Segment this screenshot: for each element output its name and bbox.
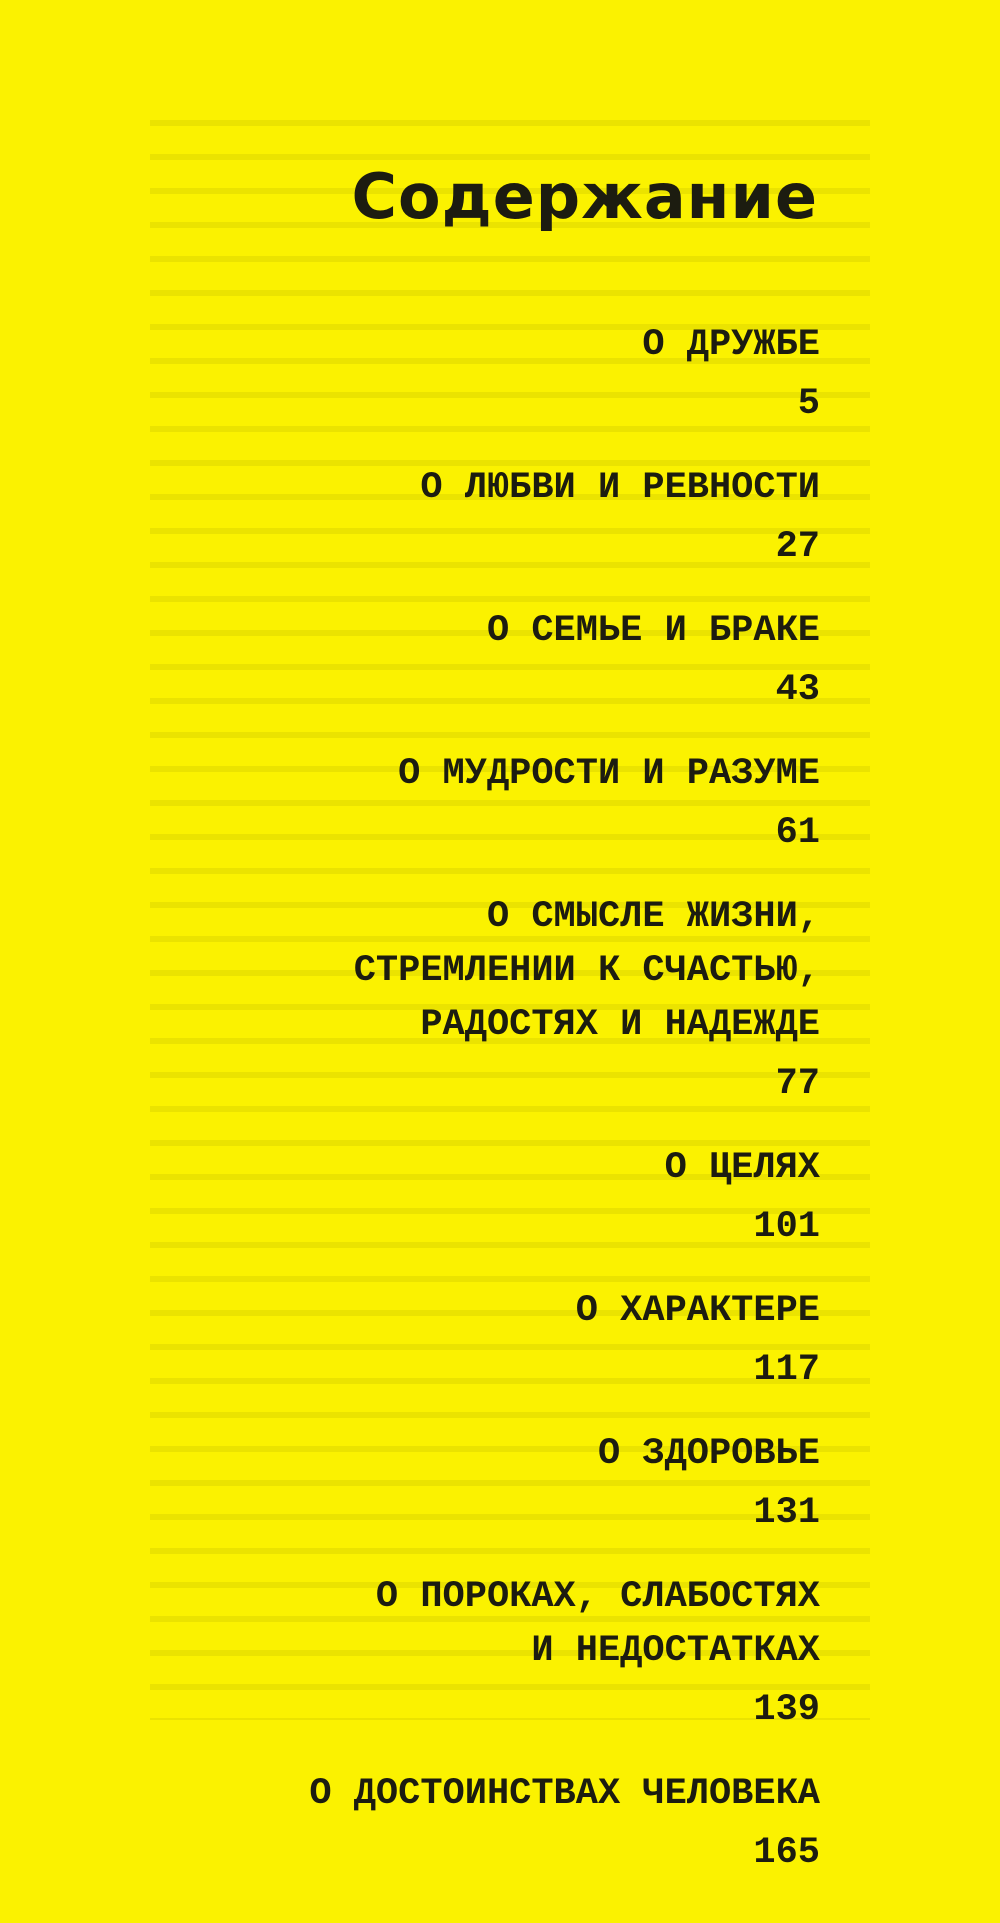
page-title: Содержание: [351, 160, 818, 233]
toc-entry-page: 61: [775, 812, 820, 854]
toc-entry-title: О ЦЕЛЯХ: [664, 1147, 820, 1189]
toc-entry-title: О СЕМЬЕ И БРАКЕ: [486, 610, 820, 652]
toc-entry-title: О ХАРАКТЕРЕ: [575, 1290, 820, 1332]
toc-entry: [60, 890, 820, 1116]
toc-entry: [60, 1427, 820, 1545]
toc-entry-page: 117: [753, 1349, 820, 1391]
toc-entry-title: О ДРУЖБЕ: [642, 324, 820, 366]
toc-entry-title: О СМЫСЛЕ ЖИЗНИ,: [486, 896, 820, 938]
toc-entry-title: О ЛЮБВИ И РЕВНОСТИ: [420, 467, 820, 509]
toc-entry: [60, 1141, 820, 1259]
toc-entry-title: О ДОСТОИНСТВАХ ЧЕЛОВЕКА: [309, 1773, 820, 1815]
table-of-contents: [60, 318, 820, 1910]
toc-entry: [60, 461, 820, 579]
toc-entry-page: 77: [775, 1063, 820, 1105]
toc-entry: [60, 318, 820, 436]
toc-entry-page: 43: [775, 669, 820, 711]
toc-entry-title: РАДОСТЯХ И НАДЕЖДЕ: [420, 1004, 820, 1046]
toc-entry-title: О ЗДОРОВЬЕ: [597, 1433, 820, 1475]
toc-entry-title: О ПОРОКАХ, СЛАБОСТЯХ: [375, 1576, 820, 1618]
toc-entry: [60, 1767, 820, 1885]
toc-entry-title: И НЕДОСТАТКАХ: [531, 1630, 820, 1672]
toc-entry: [60, 1570, 820, 1742]
toc-entry: [60, 604, 820, 722]
toc-entry-title: СТРЕМЛЕНИИ К СЧАСТЬЮ,: [353, 950, 820, 992]
toc-entry-page: 165: [753, 1832, 820, 1874]
toc-entry-page: 101: [753, 1206, 820, 1248]
toc-entry: [60, 1284, 820, 1402]
toc-entry-page: 5: [797, 383, 820, 425]
toc-entry-title: О МУДРОСТИ И РАЗУМЕ: [398, 753, 820, 795]
toc-entry-page: 27: [775, 526, 820, 568]
toc-entry-page: 139: [753, 1689, 820, 1731]
toc-entry: [60, 747, 820, 865]
toc-entry-page: 131: [753, 1492, 820, 1534]
